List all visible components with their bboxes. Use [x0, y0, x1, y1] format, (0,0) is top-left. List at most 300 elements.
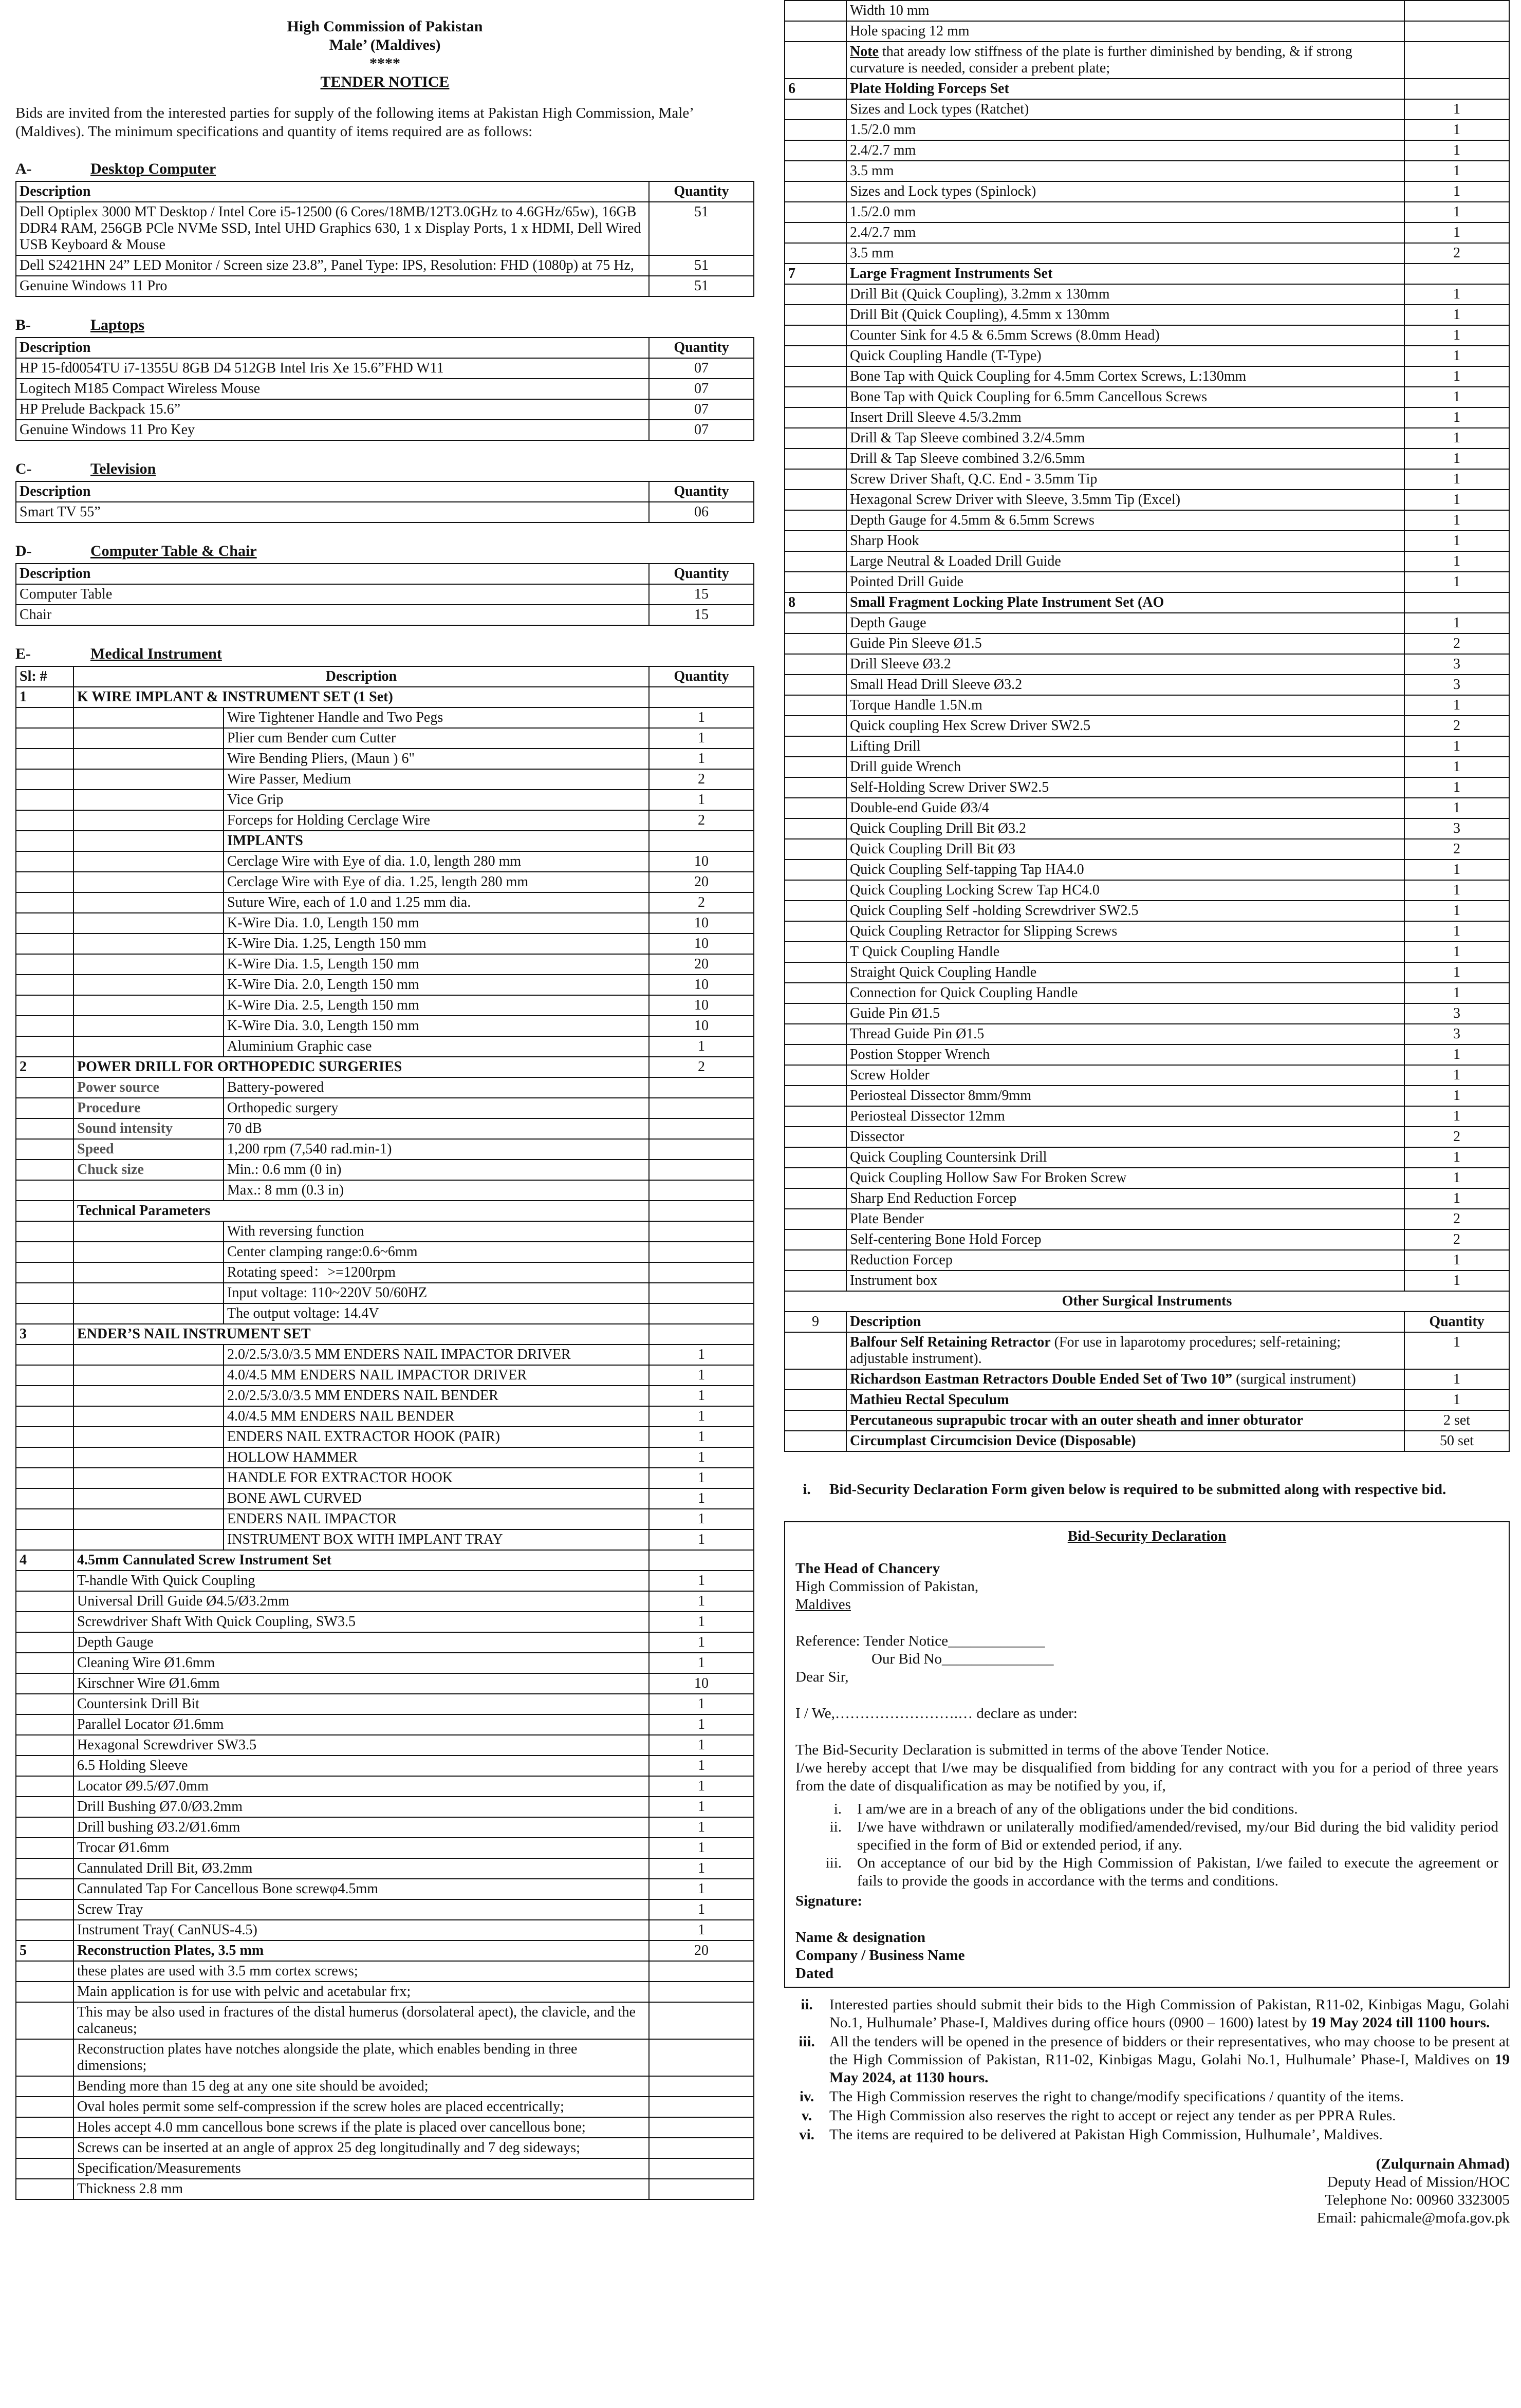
item-description: Connection for Quick Coupling Handle — [846, 983, 1404, 1003]
item-quantity: 1 — [649, 1653, 754, 1673]
item-quantity: 1 — [1404, 1086, 1509, 1106]
sl-cell — [785, 777, 846, 798]
item-quantity: 1 — [1404, 346, 1509, 366]
table-row — [16, 913, 754, 934]
column-header-quantity: Quantity — [649, 564, 754, 584]
sl-cell — [16, 1632, 73, 1653]
item-description: With reversing function — [224, 1221, 649, 1242]
condition-number: iii. — [825, 1855, 842, 1871]
item-quantity: 1 — [649, 1735, 754, 1756]
table-row — [785, 1188, 1509, 1209]
spec-row — [16, 1139, 754, 1160]
table-row — [785, 243, 1509, 264]
item-quantity: 1 — [1404, 1106, 1509, 1127]
table-row — [785, 1086, 1509, 1106]
sl-cell — [16, 1838, 73, 1858]
sl-cell — [785, 1, 846, 21]
item-description: Sharp Hook — [846, 531, 1404, 551]
note-body: Interested parties should submit their bids to the High Commission of Pakistan, R11-02, Kinbigas Magu, Golahi No.1, Hulhumale’ Phase-I, Maldives during office hours (0900 – 1600) latest by — [829, 1996, 1510, 2031]
item-quantity: 50 set — [1404, 1431, 1509, 1451]
item-quantity: 1 — [1404, 428, 1509, 449]
item-detail: (surgical instrument) — [1232, 1371, 1356, 1387]
header-row — [16, 666, 754, 687]
item-description: Plate Holding Forceps Set — [846, 79, 1404, 99]
item-quantity: 1 — [1404, 1044, 1509, 1065]
table-row — [16, 1632, 754, 1653]
group-quantity: 2 — [649, 1057, 754, 1077]
sl-cell — [16, 872, 73, 892]
sl-cell — [785, 942, 846, 962]
sl-cell — [16, 1920, 73, 1940]
item-description: Small Head Drill Sleeve Ø3.2 — [846, 675, 1404, 695]
item-quantity — [649, 2138, 754, 2158]
sl-cell — [16, 810, 73, 831]
item-description: Holes accept 4.0 mm cancellous bone screws if the plate is placed over cancellous bone; — [73, 2117, 649, 2138]
table-row — [16, 934, 754, 954]
item-quantity: 1 — [649, 1571, 754, 1591]
intro-paragraph: Bids are invited from the interested parties for supply of the following items at Pakistan High Commission, Male’ (Maldives). The minimum specifications and quantity of items required are as follows: — [15, 105, 693, 140]
item-description: T-handle With Quick Coupling — [73, 1571, 649, 1591]
item-description: Depth Gauge — [73, 1632, 649, 1653]
table-row — [785, 716, 1509, 736]
item-description: Aluminium Graphic case — [224, 1036, 649, 1057]
item-quantity — [649, 1283, 754, 1303]
table-row — [16, 1221, 754, 1242]
table-chair-table — [15, 563, 754, 626]
table-row — [785, 1271, 1509, 1291]
sl-cell — [785, 140, 846, 161]
table-row — [16, 379, 754, 399]
sl-cell — [785, 572, 846, 592]
note-body: All the tenders will be opened in the presence of bidders or their representatives, who may choose to be present at the High Commission of Pakistan, R11-02, Kinbigas Magu, Golahi No.1, Hulhumale’ Phase-I, Maldives on — [829, 2033, 1510, 2068]
sl-cell — [785, 243, 846, 264]
item-quantity — [649, 2117, 754, 2138]
column-header-quantity: Quantity — [649, 181, 754, 202]
table-row — [16, 2039, 754, 2076]
table-row — [16, 2117, 754, 2138]
table-row — [16, 728, 754, 749]
sl-cell — [785, 1229, 846, 1250]
item-quantity: 2 — [1404, 243, 1509, 264]
item-description: Large Neutral & Loaded Drill Guide — [846, 551, 1404, 572]
item-quantity: 3 — [1404, 675, 1509, 695]
group-header-row — [16, 1057, 754, 1077]
item-quantity: 1 — [1404, 449, 1509, 469]
item-description: Hexagonal Screw Driver with Sleeve, 3.5mm Tip (Excel) — [846, 490, 1404, 510]
table-row — [16, 1899, 754, 1920]
table-row — [785, 1127, 1509, 1147]
table-row — [785, 305, 1509, 325]
item-quantity: 3 — [1404, 1003, 1509, 1024]
header-row — [16, 564, 754, 584]
item-description: Screw Holder — [846, 1065, 1404, 1086]
spacer-cell — [73, 1345, 224, 1365]
sl-cell — [16, 1571, 73, 1591]
group-quantity — [649, 687, 754, 707]
company-label: Company / Business Name — [795, 1947, 965, 1964]
item-quantity: 1 — [1404, 510, 1509, 531]
sl-cell — [16, 2039, 73, 2076]
header-line2: Male’ (Maldives) — [329, 36, 441, 53]
sl-cell — [785, 675, 846, 695]
table-row — [785, 1332, 1509, 1369]
table-row — [16, 1406, 754, 1427]
item-description: Lifting Drill — [846, 736, 1404, 757]
group-header-row — [785, 79, 1509, 99]
item-quantity — [649, 1160, 754, 1180]
spacer-cell — [73, 810, 224, 831]
table-row — [16, 1591, 754, 1612]
table-row — [785, 818, 1509, 839]
sl-cell — [785, 1390, 846, 1410]
item-quantity — [649, 2158, 754, 2179]
sl-cell — [16, 1982, 73, 2002]
item-quantity: 1 — [1404, 777, 1509, 798]
item-description: Quick Coupling Drill Bit Ø3 — [846, 839, 1404, 860]
table-row — [16, 1242, 754, 1262]
table-row — [16, 975, 754, 995]
item-description: Genuine Windows 11 Pro Key — [16, 420, 649, 440]
column-header-quantity: Quantity — [649, 338, 754, 358]
sl-cell — [16, 1262, 73, 1283]
note-text: that aready low stiffness of the plate is further diminished by bending, & if strong curvature is needed, consider a prebent plate; — [850, 44, 1352, 76]
item-description: Technical Parameters — [73, 1201, 649, 1221]
tender-note — [784, 1996, 1510, 2032]
sl-cell — [785, 962, 846, 983]
item-description: Vice Grip — [224, 790, 649, 810]
sl-cell — [16, 769, 73, 790]
item-description: IMPLANTS — [224, 831, 649, 851]
left-column — [15, 0, 754, 2200]
sl-cell — [16, 1879, 73, 1899]
table-row — [785, 777, 1509, 798]
sl-cell — [16, 1139, 73, 1160]
sl-cell: 7 — [785, 264, 846, 284]
tender-note — [784, 2107, 1510, 2125]
table-row — [785, 695, 1509, 716]
item-quantity — [649, 2002, 754, 2039]
item-quantity: 1 — [1404, 366, 1509, 387]
item-quantity: 1 — [649, 1899, 754, 1920]
table-row — [785, 736, 1509, 757]
spacer-cell — [73, 1262, 224, 1283]
salutation: Dear Sir, — [795, 1669, 849, 1685]
sl-cell — [16, 1735, 73, 1756]
spacer-cell — [73, 1427, 224, 1447]
sl-cell — [785, 387, 846, 407]
item-quantity: 07 — [649, 358, 754, 379]
sl-cell — [785, 469, 846, 490]
sl-cell — [16, 1386, 73, 1406]
table-row — [785, 366, 1509, 387]
sl-cell — [16, 1201, 73, 1221]
item-description: Screwdriver Shaft With Quick Coupling, SW3.5 — [73, 1612, 649, 1632]
sl-cell — [785, 449, 846, 469]
item-description: HP Prelude Backpack 15.6” — [16, 399, 649, 420]
sl-cell — [785, 1369, 846, 1390]
item-quantity: 1 — [1404, 757, 1509, 777]
sl-cell — [16, 1776, 73, 1797]
sl-cell — [785, 921, 846, 942]
table-row — [16, 749, 754, 769]
table-row — [785, 325, 1509, 346]
item-description: Drill & Tap Sleeve combined 3.2/4.5mm — [846, 428, 1404, 449]
sl-cell — [785, 346, 846, 366]
sl-cell — [16, 707, 73, 728]
sl-cell — [785, 633, 846, 654]
item-quantity: 51 — [649, 276, 754, 296]
item-description: Wire Passer, Medium — [224, 769, 649, 790]
spacer-cell — [73, 1036, 224, 1057]
signer-name: (Zulqurnain Ahmad) — [1376, 2156, 1510, 2172]
note-text — [829, 2126, 1383, 2144]
spec-row — [16, 1118, 754, 1139]
item-description: Dissector — [846, 1127, 1404, 1147]
item-description: Small Fragment Locking Plate Instrument Set (AO — [846, 592, 1404, 613]
section-d-heading: D- Computer Table & Chair — [15, 543, 257, 559]
tender-note — [784, 2033, 1510, 2087]
item-quantity: 1 — [1404, 181, 1509, 202]
sl-cell — [16, 1345, 73, 1365]
sl-cell — [785, 120, 846, 140]
group-header-row — [785, 264, 1509, 284]
sl-cell — [16, 1858, 73, 1879]
table-row — [785, 99, 1509, 120]
table-row — [16, 1735, 754, 1756]
note-number: iii. — [799, 2033, 815, 2050]
sl-cell — [785, 1271, 846, 1291]
sl-cell — [785, 736, 846, 757]
group-header-row — [785, 592, 1509, 613]
table-row — [16, 707, 754, 728]
spacer-cell — [73, 892, 224, 913]
signature-block — [784, 2155, 1510, 2227]
signature-label: Signature: — [795, 1893, 862, 1909]
table-row — [16, 276, 754, 296]
sl-cell — [785, 818, 846, 839]
sl-cell — [785, 284, 846, 305]
item-description: Guide Pin Sleeve Ø1.5 — [846, 633, 1404, 654]
group-header-row — [16, 1550, 754, 1571]
item-quantity: 3 — [1404, 818, 1509, 839]
item-description: Quick Coupling Drill Bit Ø3.2 — [846, 818, 1404, 839]
item-quantity: 10 — [649, 995, 754, 1016]
item-description: Postion Stopper Wrench — [846, 1044, 1404, 1065]
table-row — [785, 757, 1509, 777]
sl-cell — [785, 654, 846, 675]
sl-cell — [16, 2002, 73, 2039]
item-description: HANDLE FOR EXTRACTOR HOOK — [224, 1468, 649, 1488]
item-description: Specification/Measurements — [73, 2158, 649, 2179]
item-description: Quick Coupling Locking Screw Tap HC4.0 — [846, 880, 1404, 901]
sl-cell — [16, 1673, 73, 1694]
table-row — [785, 1024, 1509, 1044]
item-quantity: 2 — [1404, 633, 1509, 654]
item-quantity: 1 — [1404, 202, 1509, 222]
addressee-line2: High Commission of Pakistan, — [795, 1578, 979, 1595]
item-description: The output voltage: 14.4V — [224, 1303, 649, 1324]
item-quantity — [649, 1262, 754, 1283]
item-quantity — [649, 2179, 754, 2199]
table-row — [16, 1673, 754, 1694]
item-description: Genuine Windows 11 Pro — [16, 276, 649, 296]
sl-cell — [785, 42, 846, 79]
sl-cell — [16, 831, 73, 851]
sl-cell — [16, 851, 73, 872]
sl-cell — [785, 1065, 846, 1086]
sl-cell — [785, 21, 846, 42]
header-row — [16, 481, 754, 502]
sl-cell — [785, 901, 846, 921]
sl-cell — [785, 1410, 846, 1431]
sl-cell — [16, 1406, 73, 1427]
note-text — [829, 1996, 1510, 2032]
spec-label: Procedure — [73, 1098, 224, 1118]
item-description: Trocar Ø1.6mm — [73, 1838, 649, 1858]
item-description: Quick Coupling Self-tapping Tap HA4.0 — [846, 860, 1404, 880]
item-name: Richardson Eastman Retractors Double Ended Set of Two 10” — [850, 1371, 1233, 1387]
declaration-title: Bid-Security Declaration — [1067, 1528, 1227, 1544]
item-quantity: 1 — [649, 1427, 754, 1447]
table-row — [16, 1262, 754, 1283]
table-row — [16, 2179, 754, 2199]
sl-cell — [785, 1332, 846, 1369]
table-row — [785, 1106, 1509, 1127]
item-description: Computer Table — [16, 584, 649, 605]
item-quantity: 10 — [649, 1673, 754, 1694]
item-description — [846, 1390, 1404, 1410]
item-description: 2.4/2.7 mm — [846, 222, 1404, 243]
item-description: Dell S2421HN 24” LED Monitor / Screen size 23.8”, Panel Type: IPS, Resolution: FHD (1080p) at 75 Hz, — [16, 255, 649, 276]
table-row — [785, 942, 1509, 962]
item-quantity: 1 — [1404, 407, 1509, 428]
right-column — [784, 0, 1510, 2227]
item-quantity: 1 — [1404, 99, 1509, 120]
item-quantity: 1 — [1404, 901, 1509, 921]
item-description: Thickness 2.8 mm — [73, 2179, 649, 2199]
table-row — [785, 880, 1509, 901]
sl-cell — [16, 1221, 73, 1242]
sl-cell — [16, 1797, 73, 1817]
item-description: K-Wire Dia. 1.25, Length 150 mm — [224, 934, 649, 954]
spacer-cell — [73, 872, 224, 892]
section-b-heading: B- Laptops — [15, 316, 145, 333]
table-row — [785, 428, 1509, 449]
item-description: Drill Bit (Quick Coupling), 4.5mm x 130mm — [846, 305, 1404, 325]
sl-cell: 6 — [785, 79, 846, 99]
table-row — [785, 531, 1509, 551]
item-description: Depth Gauge — [846, 613, 1404, 633]
item-quantity: 2 — [649, 810, 754, 831]
table-row — [785, 860, 1509, 880]
item-quantity — [649, 1201, 754, 1221]
spacer-cell — [73, 1488, 224, 1509]
column-header-sl: Sl: # — [16, 666, 73, 687]
item-description: Oval holes permit some self-compression if the screw holes are placed eccentrically; — [73, 2097, 649, 2117]
sl-cell — [16, 934, 73, 954]
sl-cell — [16, 1447, 73, 1468]
item-quantity: 3 — [1404, 654, 1509, 675]
sl-cell — [16, 2158, 73, 2179]
table-row — [785, 654, 1509, 675]
table-row — [16, 1756, 754, 1776]
sl-cell — [16, 2179, 73, 2199]
item-quantity: 15 — [649, 605, 754, 625]
group-title: 4.5mm Cannulated Screw Instrument Set — [73, 1550, 649, 1571]
item-quantity: 1 — [649, 1838, 754, 1858]
sl-cell — [785, 695, 846, 716]
note-deadline: 19 May 2024 till 1100 hours. — [1311, 2014, 1490, 2031]
sl-cell — [16, 2117, 73, 2138]
group-title: ENDER’S NAIL INSTRUMENT SET — [73, 1324, 649, 1345]
table-row — [16, 1838, 754, 1858]
item-description: 6.5 Holding Sleeve — [73, 1756, 649, 1776]
spacer-cell — [73, 995, 224, 1016]
item-quantity: 1 — [1404, 1271, 1509, 1291]
sl-cell — [785, 1086, 846, 1106]
table-row — [785, 202, 1509, 222]
sl-cell — [16, 1016, 73, 1036]
table-row — [785, 1410, 1509, 1431]
item-description: Universal Drill Guide Ø4.5/Ø3.2mm — [73, 1591, 649, 1612]
item-quantity: 1 — [1404, 325, 1509, 346]
name-label: Name & designation — [795, 1929, 925, 1946]
table-row — [785, 1003, 1509, 1024]
sl-cell — [785, 531, 846, 551]
sl-cell — [16, 790, 73, 810]
item-description: This may be also used in fractures of the distal humerus (dorsolateral apect), the clavicle, and the calcaneus; — [73, 2002, 649, 2039]
table-row — [16, 2138, 754, 2158]
table-row — [785, 181, 1509, 202]
table-row — [16, 1879, 754, 1899]
sl-cell — [16, 749, 73, 769]
item-description: Instrument Tray( CanNUS-4.5) — [73, 1920, 649, 1940]
item-quantity: 1 — [1404, 860, 1509, 880]
table-row — [16, 399, 754, 420]
table-row — [16, 1920, 754, 1940]
table-row — [785, 1390, 1509, 1410]
item-quantity: 1 — [1404, 962, 1509, 983]
table-row — [785, 1, 1509, 21]
sl-cell — [785, 366, 846, 387]
table-row — [785, 1229, 1509, 1250]
group-header-row — [16, 1324, 754, 1345]
item-quantity: 1 — [649, 1879, 754, 1899]
sl-cell — [785, 1106, 846, 1127]
sl-cell — [785, 1188, 846, 1209]
note-number: iv. — [799, 2088, 814, 2105]
group-number: 1 — [16, 687, 73, 707]
item-quantity: 1 — [649, 1447, 754, 1468]
item-description: T Quick Coupling Handle — [846, 942, 1404, 962]
note-number: ii. — [801, 1996, 813, 2013]
group-number: 3 — [16, 1324, 73, 1345]
spacer-cell — [73, 1447, 224, 1468]
declaration-condition — [795, 1854, 1498, 1890]
table-row — [785, 983, 1509, 1003]
item-quantity: 1 — [1404, 222, 1509, 243]
item-quantity — [649, 1221, 754, 1242]
table-row — [16, 2002, 754, 2039]
table-row — [785, 469, 1509, 490]
spec-value: Max.: 8 mm (0.3 in) — [224, 1180, 649, 1201]
table-row — [16, 502, 754, 522]
table-row — [16, 872, 754, 892]
item-quantity: 15 — [649, 584, 754, 605]
item-quantity: 1 — [1404, 1250, 1509, 1271]
item-description: Main application is for use with pelvic and acetabular frx; — [73, 1982, 649, 2002]
header-line1: High Commission of Pakistan — [287, 18, 483, 35]
